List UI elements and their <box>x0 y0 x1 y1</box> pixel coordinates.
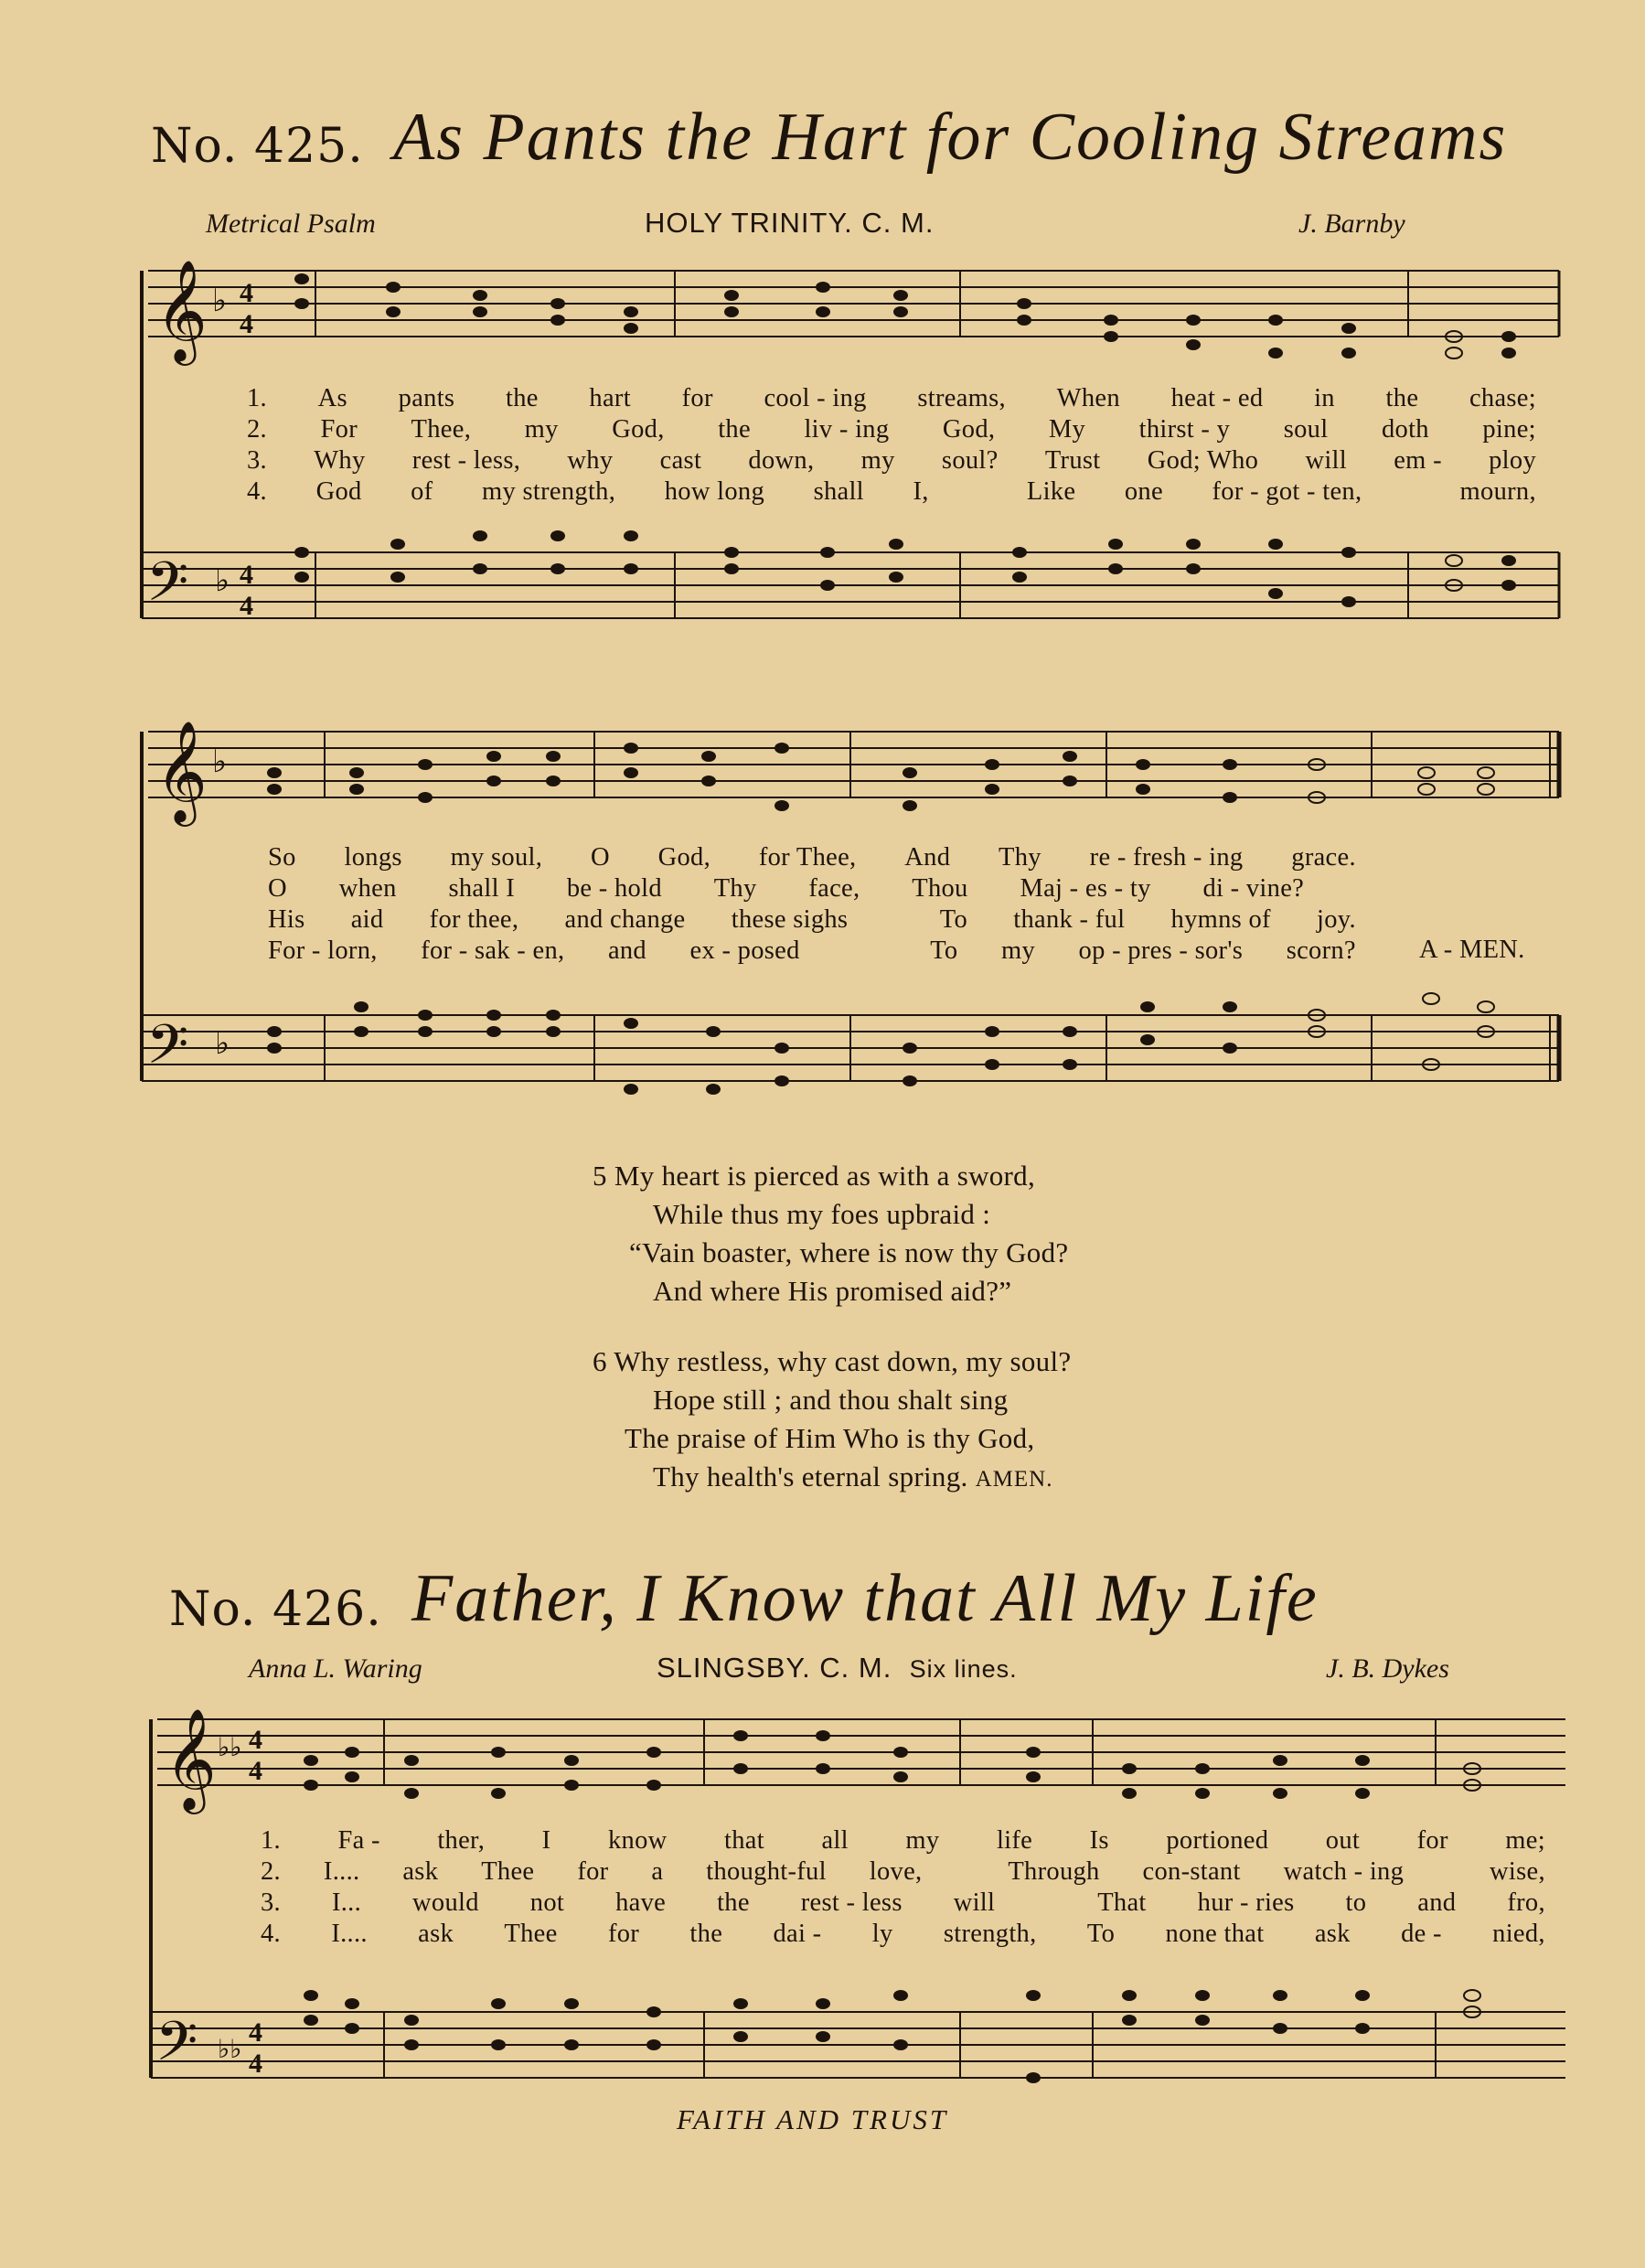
verse-2-line-2: O when shall I be - hold Thy face, Thou Maj - es - ty di - vine? <box>268 874 1305 903</box>
verse-2-426: 2. I.... ask Thee for a thought-ful love, Through con-stant watch - ing wise, <box>261 1857 1545 1886</box>
svg-text:4: 4 <box>240 560 253 590</box>
svg-text:4: 4 <box>249 2049 262 2079</box>
verse-2-line-1: 2. For Thee, my God, the liv - ing God, My thirst - y soul doth pine; <box>247 415 1536 444</box>
verse-4-426: 4. I.... ask Thee for the dai - ly strength, To none that ask de - nied, <box>261 1920 1545 1948</box>
svg-text:♭: ♭ <box>215 562 230 599</box>
composer-credit: J. Barnby <box>1298 209 1405 239</box>
svg-text:♭♭: ♭♭ <box>218 1732 242 1762</box>
verse-3-line-2: His aid for thee, and change these sighs To thank - ful hymns of joy. <box>268 905 1356 934</box>
svg-text:4: 4 <box>249 1756 262 1786</box>
svg-text:♭♭: ♭♭ <box>218 2034 242 2064</box>
stanza-amen: AMEN. <box>975 1467 1053 1492</box>
svg-text:4: 4 <box>249 1725 262 1755</box>
svg-text:♭: ♭ <box>212 283 228 319</box>
verse-4-line-2: For - lorn, for - sak - en, and ex - posed To my op - pres - sor's scorn? <box>268 936 1356 965</box>
hymn-title: As Pants the Hart for Cooling Streams <box>393 100 1508 175</box>
svg-text:𝄢: 𝄢 <box>146 1012 189 1089</box>
amen-label: A - MEN. <box>1419 936 1525 964</box>
stanza-5: 5 My heart is pierced as with a sword, While thus my foes upbraid : “Vain boaster, where is now thy God? And where His promised aid?” <box>593 1160 1069 1307</box>
composer-credit-426: J. B. Dykes <box>1326 1653 1449 1684</box>
svg-text:♭: ♭ <box>215 1025 230 1062</box>
words-credit-426: Anna L. Waring <box>249 1653 422 1684</box>
svg-text:4: 4 <box>240 309 253 339</box>
svg-text:𝄞: 𝄞 <box>155 720 208 822</box>
verse-1-426: 1. Fa - ther, I know that all my life Is portioned out for me; <box>261 1826 1545 1855</box>
svg-text:𝄢: 𝄢 <box>155 2009 198 2086</box>
verse-1-line-2: So longs my soul, O God, for Thee, And Thy re - fresh - ing grace. <box>268 843 1356 872</box>
svg-text:4: 4 <box>240 591 253 621</box>
hymn-number: No. 425. <box>151 119 364 174</box>
svg-text:4: 4 <box>249 2017 262 2048</box>
svg-text:𝄞: 𝄞 <box>155 259 208 361</box>
page-footer: FAITH AND TRUST <box>677 2103 949 2135</box>
stanza-6: 6 Why restless, why cast down, my soul? Hope still ; and thou shalt sing The praise of Him Who is thy God, Thy health's eternal spring. AMEN. <box>593 1345 1072 1492</box>
words-credit: Metrical Psalm <box>206 209 376 239</box>
svg-text:𝄢: 𝄢 <box>146 550 189 626</box>
lyrics-system-3 <box>261 1826 1545 1949</box>
verse-3-line-1: 3. Why rest - less, why cast down, my soul? Trust God; Who will em - ploy <box>247 446 1536 475</box>
svg-text:4: 4 <box>240 278 253 308</box>
hymn-title-426: Father, I Know that All My Life <box>411 1561 1319 1636</box>
verse-3-426: 3. I... would not have the rest - less will That hur - ries to and fro, <box>261 1888 1545 1917</box>
svg-text:♭: ♭ <box>212 744 228 780</box>
verse-1-line-1: 1. As pants the hart for cool - ing streams, When heat - ed in the chase; <box>247 384 1536 412</box>
tune-name: HOLY TRINITY. C. M. <box>645 207 935 239</box>
svg-text:𝄞: 𝄞 <box>165 1707 217 1810</box>
tune-name-426: SLINGSBY. C. M. Six lines. <box>657 1652 1018 1684</box>
hymn-number-426: No. 426. <box>169 1582 382 1637</box>
verse-4-line-1: 4. God of my strength, how long shall I, Like one for - got - ten, mourn, <box>247 477 1536 506</box>
